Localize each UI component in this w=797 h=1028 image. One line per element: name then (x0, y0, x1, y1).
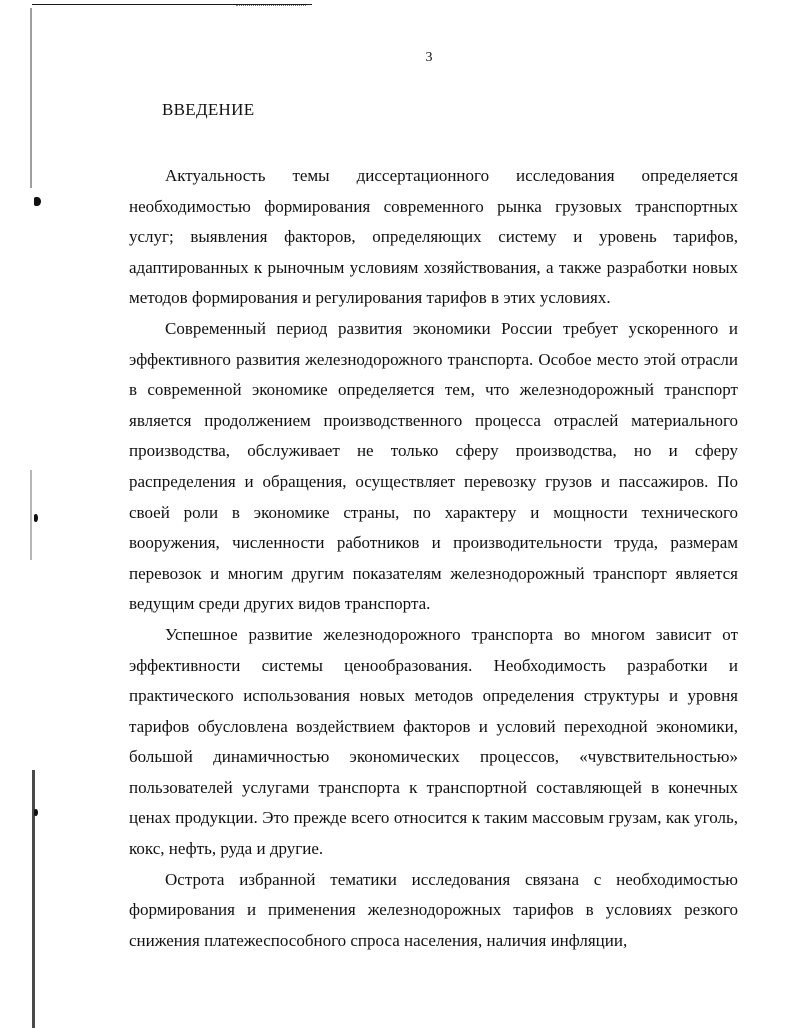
page-number: 3 (425, 50, 433, 65)
body-text (129, 161, 738, 956)
scan-punch-mark (34, 514, 38, 522)
paragraph: Современный период развития экономики России требует ускоренного и эффективного развития железнодорожного транспорта. Особое место этой отрасли в современной экономике определяется тем, что железнодорожный транспорт является продолжением производственного процесса отраслей материального производства, обслуживает не только сферу производства, но и сферу распределения и обращения, осуществляет перевозку грузов и пассажиров. По своей роли в экономике страны, по характеру и мощности технического вооружения, численности работников и производительности труда, размерам перевозок и многим другим показателям железнодорожный транспорт является ведущим среди других видов транспорта. (129, 318, 738, 614)
paragraph: Успешное развитие железнодорожного транспорта во многом зависит от эффективности системы ценообразования. Необходимость разработки и практического использования новых методов определения структуры и уровня тарифов обусловлена воздействием факторов и условий переходной экономики, большой динамичностью экономических процессов, «чувствительностью» пользователей услугами транспорта к транспортной составляющей в конечных ценах продукции. Это прежде всего относится к таким массовым грузам, как уголь, кокс, нефть, руда и другие. (129, 624, 738, 859)
paragraph: Актуальность темы диссертационного исследования определяется необходимостью формирования современного рынка грузовых транспортных услуг; выявления факторов, определяющих систему и уровень тарифов, адаптированных к рыночным условиям хозяйствования, а также разработки новых методов формирования и регулирования тарифов в этих условиях. (129, 166, 738, 308)
paragraph: Острота избранной тематики исследования связана с необходимостью формирования и применения железнодорожных тарифов в условиях резкого снижения платежеспособного спроса населения, наличия инфляции, (129, 869, 738, 950)
scan-punch-mark (34, 197, 41, 206)
scan-punch-mark (34, 809, 38, 816)
scan-left-edge (30, 470, 32, 560)
scan-top-rule-faint (236, 5, 306, 6)
scan-left-edge (30, 8, 32, 188)
section-heading: ВВЕДЕНИЕ (162, 100, 255, 119)
